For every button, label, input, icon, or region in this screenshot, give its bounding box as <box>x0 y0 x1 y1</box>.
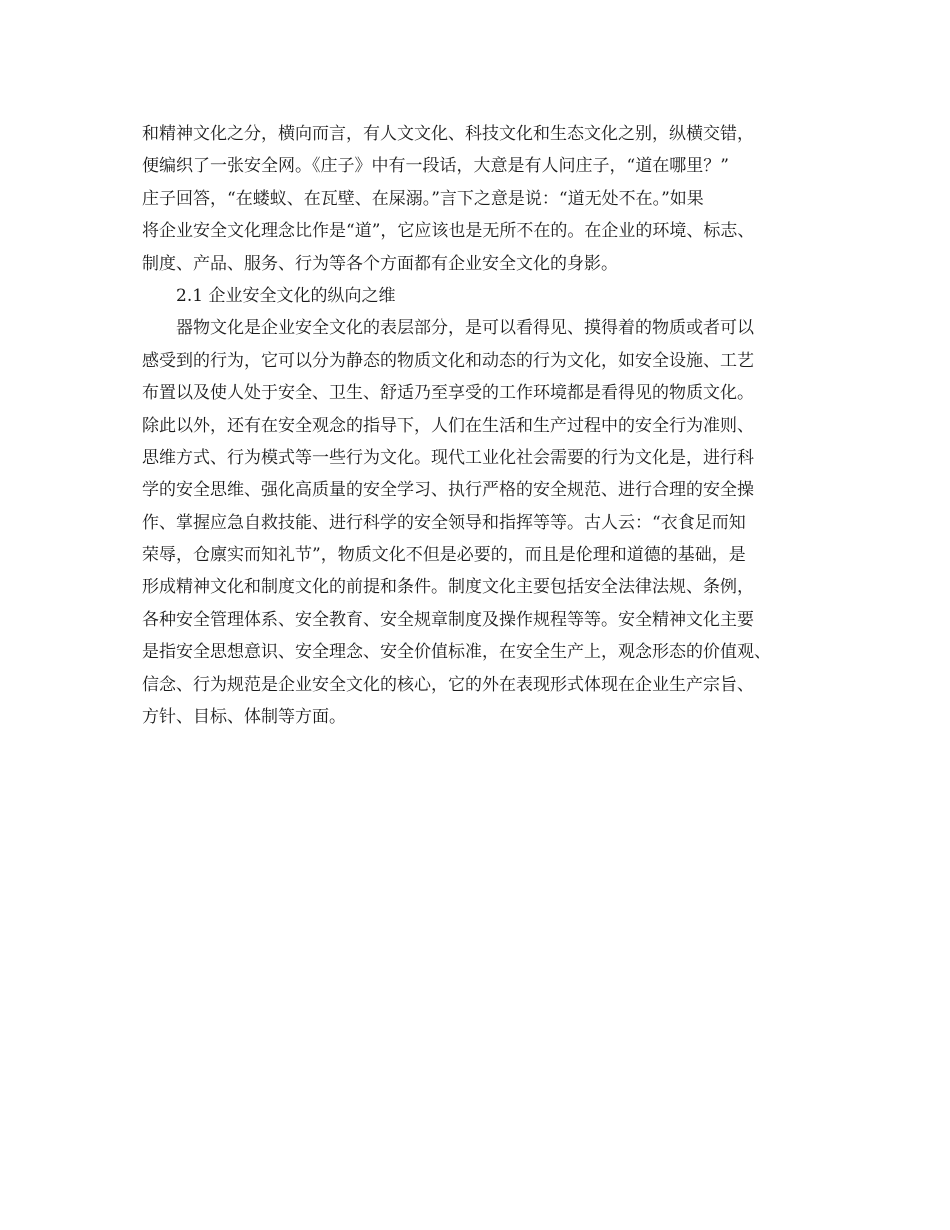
paragraph-line: 形成精神文化和制度文化的前提和条件。制度文化主要包括安全法律法规、条例， <box>142 577 754 598</box>
paragraph-line: 荣辱，仓廪实而知礼节”，物质文化不但是必要的，而且是伦理和道德的基础，是 <box>142 545 746 566</box>
paragraph-1 <box>142 118 832 280</box>
document-body <box>142 118 832 733</box>
paragraph-line: 除此以外，还有在安全观念的指导下，人们在生活和生产过程中的安全行为准则、 <box>142 415 754 436</box>
paragraph-line: 方针、目标、体制等方面。 <box>142 707 346 728</box>
paragraph-line: 庄子回答，“在蝼蚁、在瓦壁、在屎溺。”言下之意是说：“道无处不在。”如果 <box>142 188 704 209</box>
paragraph-2 <box>142 312 832 733</box>
paragraph-line: 将企业安全文化理念比作是“道”，它应该也是无所不在的。在企业的环境、标志、 <box>142 221 755 242</box>
paragraph-line: 制度、产品、服务、行为等各个方面都有企业安全文化的身影。 <box>142 253 618 274</box>
paragraph-line: 是指安全思想意识、安全理念、安全价值标准，在安全生产上，观念形态的价值观、 <box>142 642 771 663</box>
paragraph-line: 作、掌握应急自救技能、进行科学的安全领导和指挥等等。古人云：“衣食足而知 <box>142 512 746 533</box>
paragraph-line: 和精神文化之分，横向而言，有人文文化、科技文化和生态文化之别，纵横交错， <box>142 124 754 144</box>
paragraph-line: 布置以及使人处于安全、卫生、舒适乃至享受的工作环境都是看得见的物质文化。 <box>142 383 754 404</box>
paragraph-line: 便编织了一张安全网。《庄子》中有一段话，大意是有人问庄子，“道在哪里？” <box>142 156 729 177</box>
paragraph-line: 各种安全管理体系、安全教育、安全规章制度及操作规程等等。安全精神文化主要 <box>142 609 754 630</box>
paragraph-line: 感受到的行为，它可以分为静态的物质文化和动态的行为文化，如安全设施、工艺 <box>142 350 754 371</box>
paragraph-line: 信念、行为规范是企业安全文化的核心，它的外在表现形式体现在企业生产宗旨、 <box>142 674 754 695</box>
paragraph-line: 思维方式、行为模式等一些行为文化。现代工业化社会需要的行为文化是，进行科 <box>142 447 754 468</box>
section-heading: 2.1 企业安全文化的纵向之维 <box>176 285 396 306</box>
paragraph-line: 器物文化是企业安全文化的表层部分，是可以看得见、摸得着的物质或者可以 <box>176 318 754 339</box>
paragraph-line: 学的安全思维、强化高质量的安全学习、执行严格的安全规范、进行合理的安全操 <box>142 480 754 501</box>
